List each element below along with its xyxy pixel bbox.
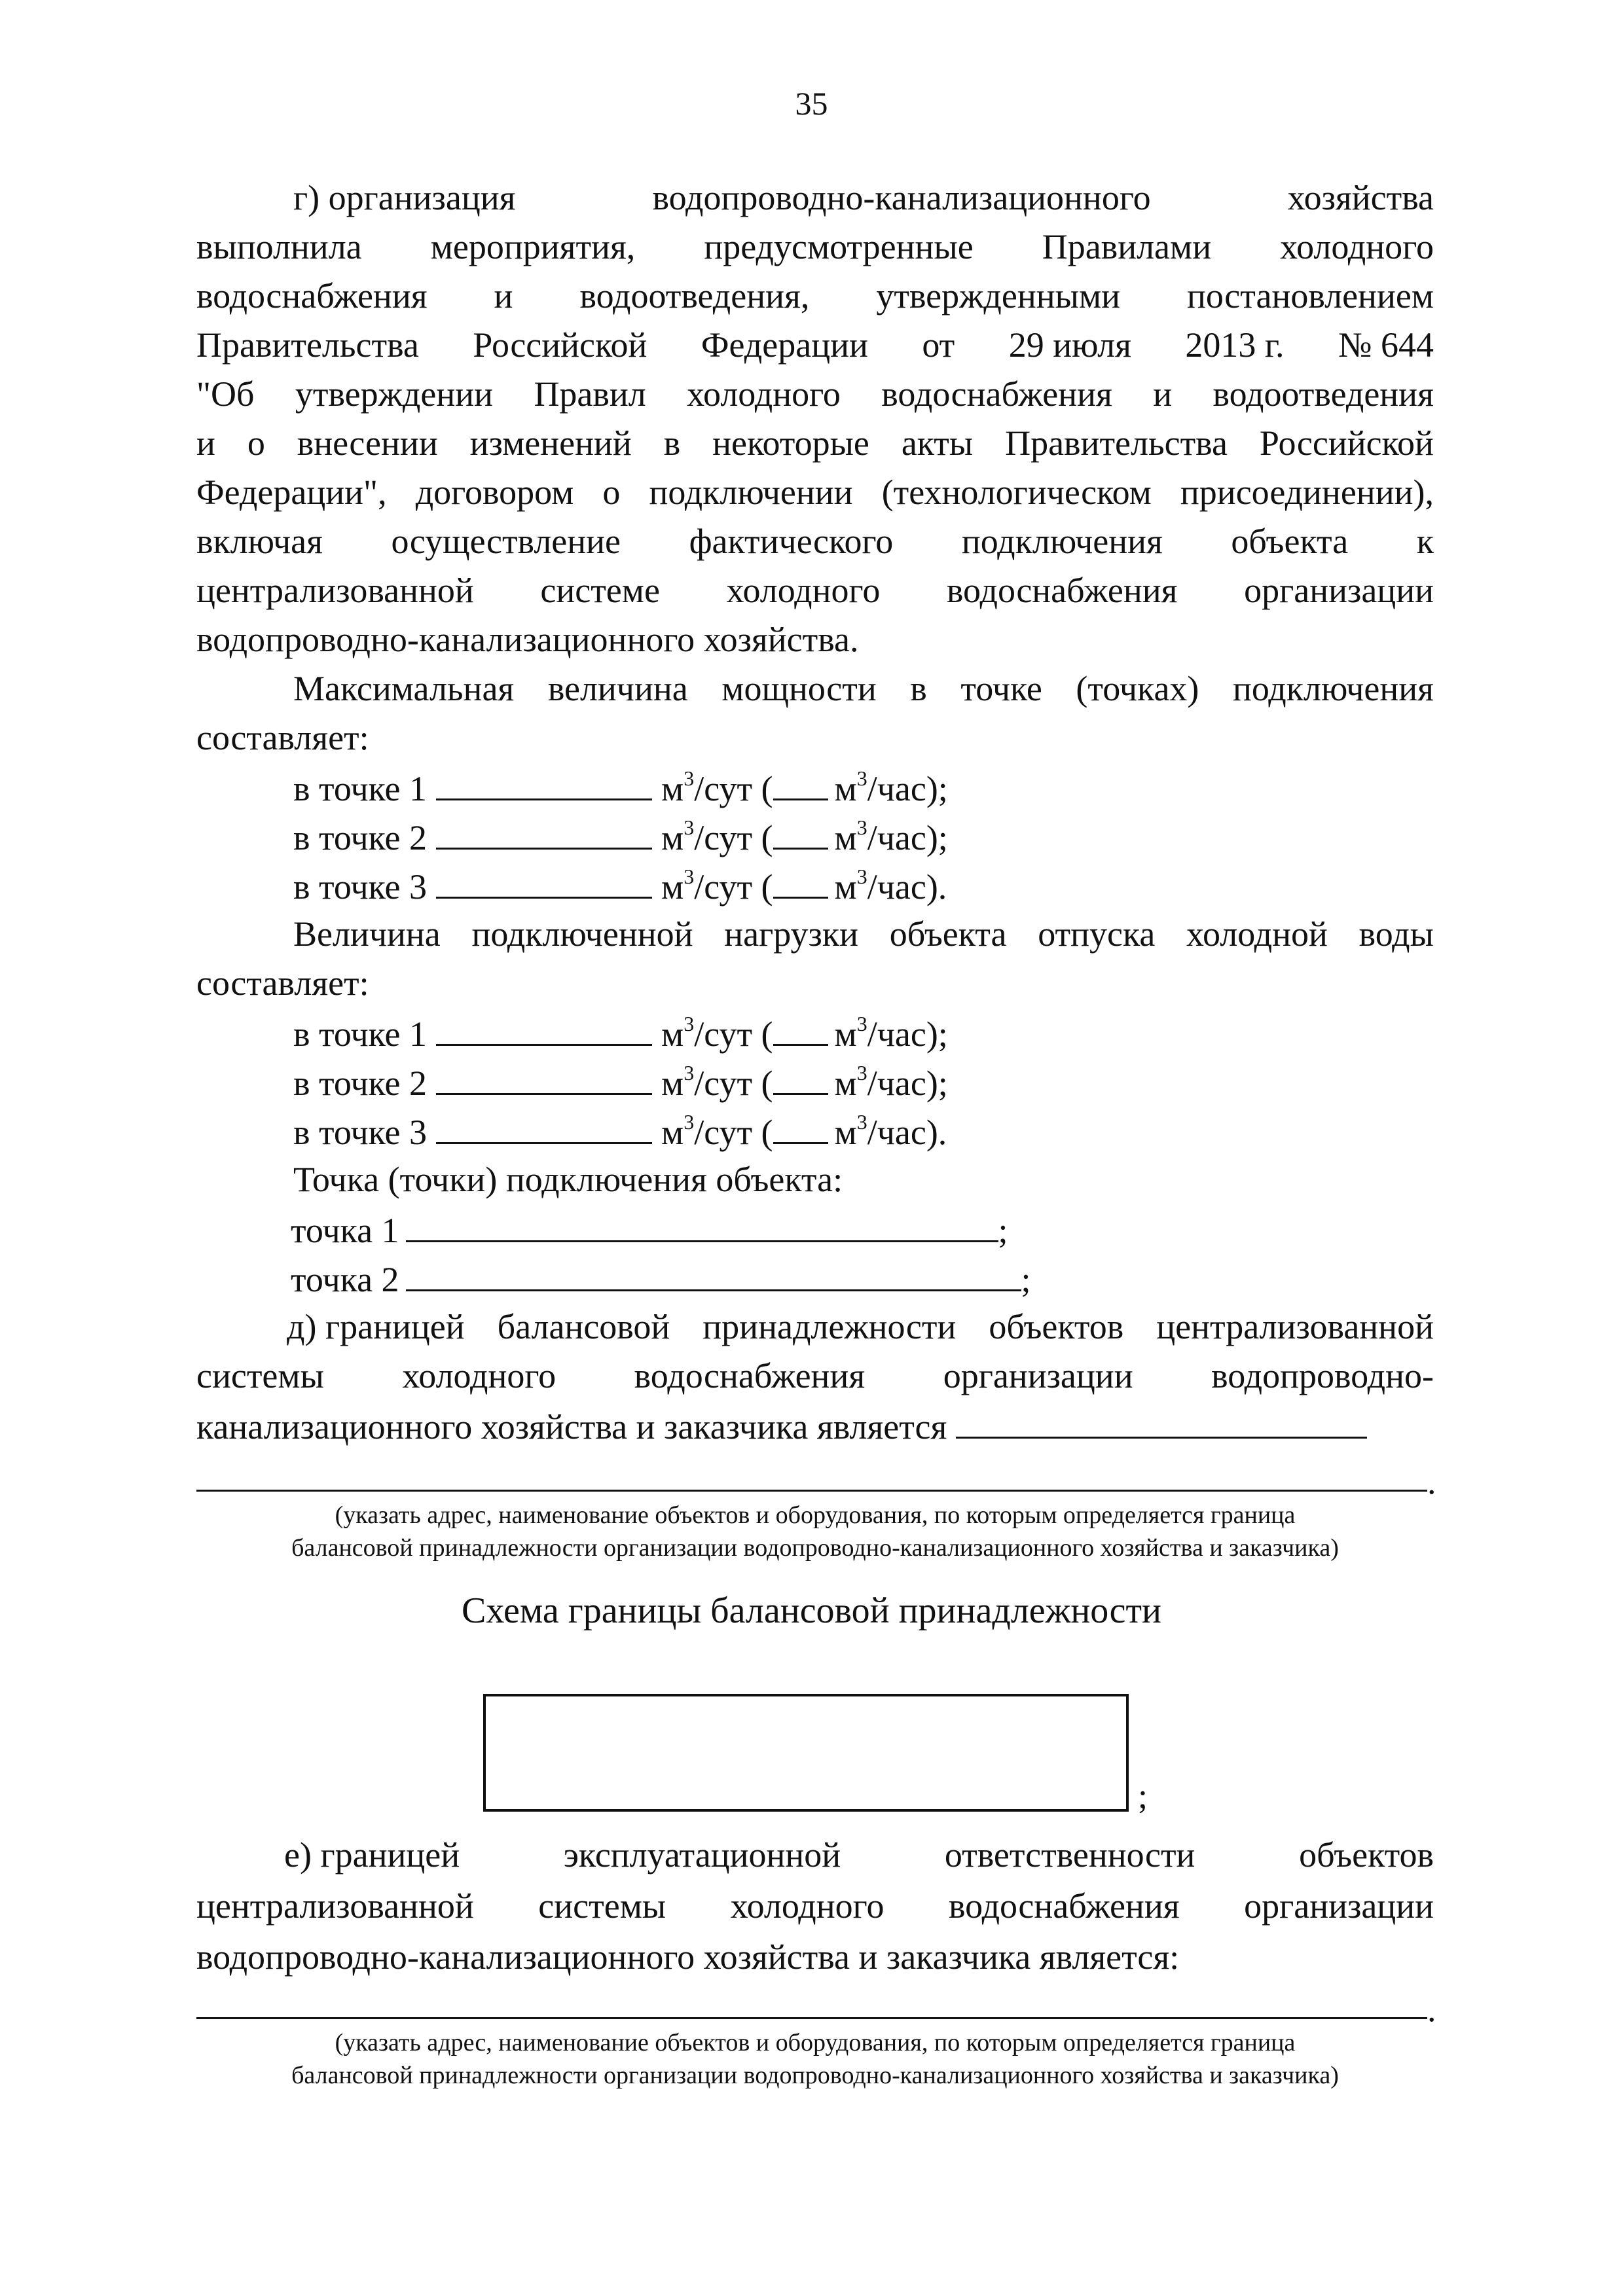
- word: организации: [943, 1356, 1133, 1395]
- word: водоотведения,: [579, 276, 810, 315]
- scheme-end-mark: ;: [1138, 1776, 1148, 1816]
- scheme-title: Схема границы балансовой принадлежности: [462, 1590, 1161, 1631]
- paragraph-line: [196, 1355, 1434, 1397]
- power-point-row: [293, 766, 948, 808]
- connection-point-row: [291, 1208, 1008, 1249]
- word: договором: [415, 473, 574, 512]
- word: принадлежности: [702, 1307, 957, 1346]
- paragraph-line: [196, 471, 1434, 513]
- point-label: в точке 2: [293, 818, 428, 857]
- word: системы: [538, 1886, 666, 1926]
- value-per-hour-blank[interactable]: [773, 815, 828, 850]
- word: присоединении),: [1180, 473, 1434, 512]
- word: водоснабжения: [196, 276, 428, 315]
- word: холодного: [1280, 227, 1434, 266]
- word: балансовой: [497, 1307, 670, 1346]
- word: о: [602, 473, 621, 512]
- value-per-day-blank[interactable]: [436, 864, 652, 899]
- word: объекта: [889, 914, 1007, 954]
- word: водопроводно-канализационного: [652, 178, 1151, 217]
- field-caption: балансовой принадлежности организации водопроводно-канализационного хозяйства и заказчика): [291, 2062, 1339, 2089]
- line-end-mark: .: [1427, 1462, 1436, 1501]
- word: осуществление: [391, 522, 621, 561]
- word: централизованной: [196, 1886, 474, 1926]
- word: Величина: [293, 914, 441, 954]
- connection-point-row: [291, 1257, 1031, 1299]
- point-label: в точке 2: [293, 1064, 428, 1103]
- load-point-row: [293, 1011, 948, 1053]
- word: д) границей: [287, 1307, 465, 1346]
- word: холодного: [402, 1356, 556, 1395]
- unit-per-day: $м^3$/сут (: [661, 1012, 773, 1054]
- power-point-row: [293, 864, 947, 906]
- word: подключения: [1232, 669, 1434, 708]
- word: (точках): [1076, 669, 1199, 708]
- paragraph-line: [293, 668, 1434, 709]
- word: мощности: [721, 669, 877, 708]
- word: нагрузки: [724, 914, 859, 954]
- unit-per-day: $м^3$/сут (: [661, 816, 773, 857]
- word: утверждении: [295, 374, 494, 414]
- word: водоснабжения: [946, 571, 1178, 610]
- unit-per-day: $м^3$/сут (: [661, 766, 773, 808]
- unit-per-hour: $м^3/час$);: [834, 1012, 948, 1054]
- word: воды: [1359, 914, 1434, 954]
- connection-point-blank[interactable]: [406, 1257, 1021, 1291]
- value-per-hour-blank[interactable]: [773, 766, 828, 800]
- paragraph-last-line: составляет:: [196, 718, 369, 757]
- load-point-row: [293, 1109, 947, 1151]
- paragraph-line: [196, 569, 1434, 611]
- word: холодного: [730, 1886, 884, 1926]
- word: утвержденными: [876, 276, 1121, 315]
- point-label: точка 1: [291, 1211, 399, 1250]
- paragraph-line: [196, 373, 1434, 415]
- word: подключенной: [471, 914, 693, 954]
- point-label: в точке 1: [293, 1014, 428, 1054]
- word: организации: [1244, 571, 1434, 610]
- word: изменений: [469, 423, 632, 463]
- word: Максимальная: [293, 669, 515, 708]
- word: хозяйства: [1287, 178, 1434, 217]
- word: отпуска: [1038, 914, 1156, 954]
- page-number: 35: [795, 85, 828, 122]
- word: выполнила: [196, 227, 362, 266]
- word: и: [494, 276, 513, 315]
- word: 2013 г.: [1185, 325, 1285, 365]
- word: № 644: [1338, 325, 1434, 365]
- paragraph-text: канализационного хозяйства и заказчика является: [196, 1407, 947, 1446]
- word: объекта: [1231, 522, 1349, 561]
- word: предусмотренные: [704, 227, 974, 266]
- word: Правил: [534, 374, 646, 414]
- value-per-hour-blank[interactable]: [773, 1109, 828, 1144]
- value-per-hour-blank[interactable]: [773, 1060, 828, 1095]
- word: мероприятия,: [430, 227, 636, 266]
- word: объектов: [1299, 1835, 1434, 1874]
- word: "Об: [196, 374, 255, 414]
- paragraph-line: [293, 913, 1434, 955]
- word: величина: [547, 669, 688, 708]
- word: централизованной: [196, 571, 474, 610]
- word: Правительства: [1005, 423, 1228, 463]
- word: холодной: [1186, 914, 1328, 954]
- paragraph-line: [196, 226, 1434, 268]
- word: акты: [901, 423, 974, 463]
- value-per-day-blank[interactable]: [436, 1060, 652, 1095]
- connection-points-heading: Точка (точки) подключения объекта:: [293, 1160, 843, 1199]
- connection-point-blank[interactable]: [406, 1208, 998, 1242]
- unit-per-day: $м^3$/сут (: [661, 1061, 773, 1103]
- field-caption: (указать адрес, наименование объектов и оборудования, по которым определяется граница: [335, 2029, 1296, 2056]
- word: водоснабжения: [881, 374, 1112, 414]
- word: холодного: [726, 571, 881, 610]
- word: в: [910, 669, 927, 708]
- word: холодного: [687, 374, 841, 414]
- load-point-row: [293, 1060, 948, 1102]
- word: Правительства: [196, 325, 419, 365]
- value-per-day-blank[interactable]: [436, 766, 652, 800]
- paragraph-line: [196, 324, 1434, 366]
- word: Российской: [473, 325, 647, 365]
- line-end-mark: ;: [1021, 1260, 1031, 1299]
- value-per-day-blank[interactable]: [436, 1011, 652, 1046]
- word: системе: [540, 571, 660, 610]
- paragraph-last-line: составляет:: [196, 963, 369, 1003]
- point-label: в точке 1: [293, 769, 428, 808]
- word: Федерации",: [196, 473, 387, 512]
- scheme-box[interactable]: [483, 1694, 1129, 1812]
- fill-in-line[interactable]: [196, 2017, 1427, 2019]
- word: подключении: [649, 473, 853, 512]
- word: включая: [196, 522, 323, 561]
- unit-per-hour: $м^3/час$);: [834, 1061, 948, 1103]
- power-point-row: [293, 815, 948, 857]
- balance-boundary-blank[interactable]: [956, 1404, 1367, 1439]
- word: подключения: [961, 522, 1163, 561]
- word: водоотведения: [1213, 374, 1434, 414]
- word: в: [663, 423, 681, 463]
- unit-per-hour: $м^3/час$).: [834, 865, 947, 906]
- field-caption: балансовой принадлежности организации водопроводно-канализационного хозяйства и заказчика): [291, 1534, 1339, 1562]
- word: организации: [1244, 1886, 1434, 1926]
- word: точке: [960, 669, 1042, 708]
- paragraph-last-line: водопроводно-канализационного хозяйства и заказчика является:: [196, 1937, 1180, 1977]
- word: (технологическом: [881, 473, 1152, 512]
- word: ответственности: [944, 1835, 1195, 1874]
- word: системы: [196, 1356, 324, 1395]
- word: постановлением: [1187, 276, 1434, 315]
- word: водоснабжения: [949, 1886, 1180, 1926]
- word: Российской: [1259, 423, 1434, 463]
- unit-per-day: $м^3$/сут (: [661, 865, 773, 906]
- paragraph-line: [196, 520, 1434, 562]
- word: 29 июля: [1008, 325, 1131, 365]
- word: водопроводно-: [1211, 1356, 1434, 1395]
- paragraph-line: [284, 1834, 1434, 1876]
- word: некоторые: [712, 423, 869, 463]
- word: е) границей: [284, 1835, 460, 1874]
- word: г) организация: [293, 178, 516, 217]
- word: эксплуатационной: [563, 1835, 841, 1874]
- word: о: [247, 423, 265, 463]
- paragraph-line: [196, 275, 1434, 317]
- point-label: точка 2: [291, 1260, 399, 1299]
- unit-per-hour: $м^3/час$);: [834, 816, 948, 857]
- word: к: [1416, 522, 1434, 561]
- paragraph-line: [196, 422, 1434, 464]
- line-end-mark: .: [1427, 1990, 1436, 2029]
- word: водоснабжения: [634, 1356, 866, 1395]
- point-label: в точке 3: [293, 867, 428, 906]
- word: Федерации: [701, 325, 868, 365]
- value-per-day-blank[interactable]: [436, 815, 652, 850]
- field-caption: (указать адрес, наименование объектов и оборудования, по которым определяется граница: [335, 1501, 1296, 1529]
- word: централизованной: [1156, 1307, 1434, 1346]
- word: и: [1153, 374, 1173, 414]
- unit-per-day: $м^3$/сут (: [661, 1110, 773, 1152]
- paragraph-line: [293, 177, 1434, 219]
- word: фактического: [689, 522, 894, 561]
- paragraph-line: [287, 1306, 1434, 1348]
- word: и: [196, 423, 215, 463]
- value-per-hour-blank[interactable]: [773, 1011, 828, 1046]
- unit-per-hour: $м^3/час$);: [834, 766, 948, 808]
- point-label: в точке 3: [293, 1113, 428, 1152]
- unit-per-hour: $м^3/час$).: [834, 1110, 947, 1152]
- value-per-hour-blank[interactable]: [773, 864, 828, 899]
- word: от: [922, 325, 955, 365]
- paragraph-line: [196, 1885, 1434, 1927]
- value-per-day-blank[interactable]: [436, 1109, 652, 1144]
- word: внесении: [297, 423, 438, 463]
- word: объектов: [989, 1307, 1124, 1346]
- paragraph-last-line: водопроводно-канализационного хозяйства.: [196, 620, 859, 659]
- line-end-mark: ;: [998, 1211, 1008, 1250]
- paragraph-line: [196, 1404, 1367, 1446]
- word: Правилами: [1042, 227, 1212, 266]
- fill-in-line[interactable]: [196, 1490, 1427, 1492]
